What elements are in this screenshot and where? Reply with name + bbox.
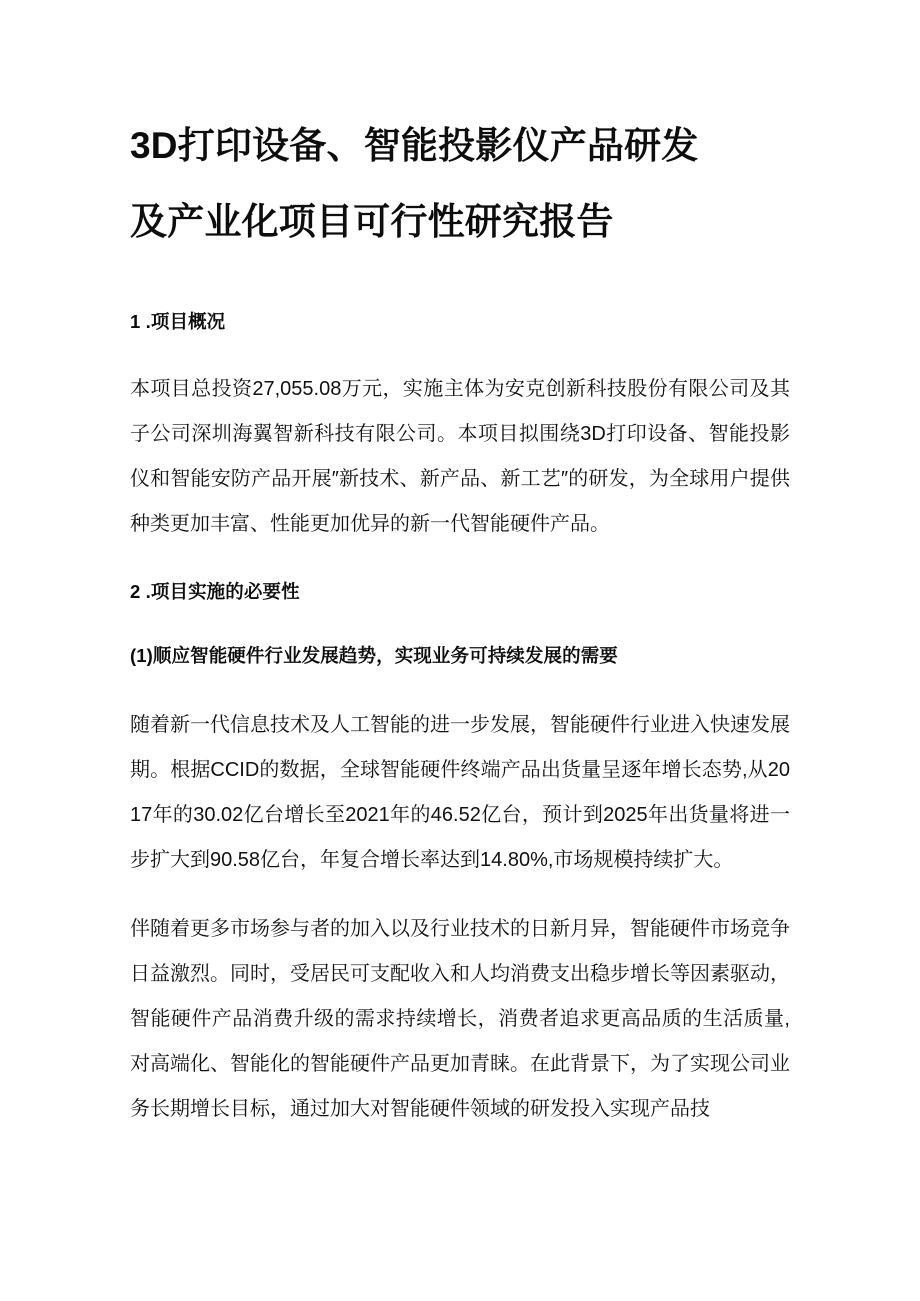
title-line-1-rest: 打印设备、智能投影仪产品研发 [177,126,699,167]
section-2-paragraph-1: 随着新一代信息技术及人工智能的进一步发展，智能硬件行业进入快速发展期。根据CCID的数据，全球智能硬件终端产品出货量呈逐年增长态势,从2017年的30.02亿台增长至2021年的46.52亿台，预计到2025年出货量将进一步扩大到90.58亿台，年复合增长率达到14.80%,市场规模持续扩大。 [130,714,790,871]
title-latin-prefix: 3D [130,125,178,166]
section-heading-1: 1 .项目概况 [130,311,226,332]
spacer-title-to-section-1 [130,261,790,307]
spacer-between-paragraphs [130,883,790,907]
title-line-2: 及产业化项目可行性研究报告 [130,202,614,243]
section-2-paragraph-2: 伴随着更多市场参与者的加入以及行业技术的日新月异，智能硬件市场竞争日益激烈。同时，受居民可支配收入和人均消费支出稳步增长等因素驱动，智能硬件产品消费升级的需求持续增长，消费者追求更高品质的生活质量,对高端化、智能化的智能硬件产品更加青睐。在此背景下，为了实现公司业务长期增长目标，通过加大对智能硬件领域的研发投入实现产品技 [130,918,790,1120]
spacer-section-1-heading-to-body [130,337,790,367]
section-1-paragraph-1: 本项目总投资27,055.08万元，实施主体为安克创新科技股份有限公司及其子公司深圳海翼智新科技有限公司。本项目拟围绕3D打印设备、智能投影仪和智能安防产品开展″新技术、新产品、新工艺″的研发，为全球用户提供种类更加丰富、性能更加优异的新一代智能硬件产品。 [130,378,790,535]
subsection-heading-2-1: (1)顺应智能硬件行业发展趋势，实现业务可持续发展的需要 [130,645,618,666]
spacer-section-2-heading-to-subheading [130,607,790,641]
document-content [130,0,790,1132]
spacer-section-1-to-section-2 [130,547,790,577]
spacer-subheading-to-body [130,671,790,703]
page-title [130,0,790,261]
section-heading-2: 2 .项目实施的必要性 [130,581,300,602]
